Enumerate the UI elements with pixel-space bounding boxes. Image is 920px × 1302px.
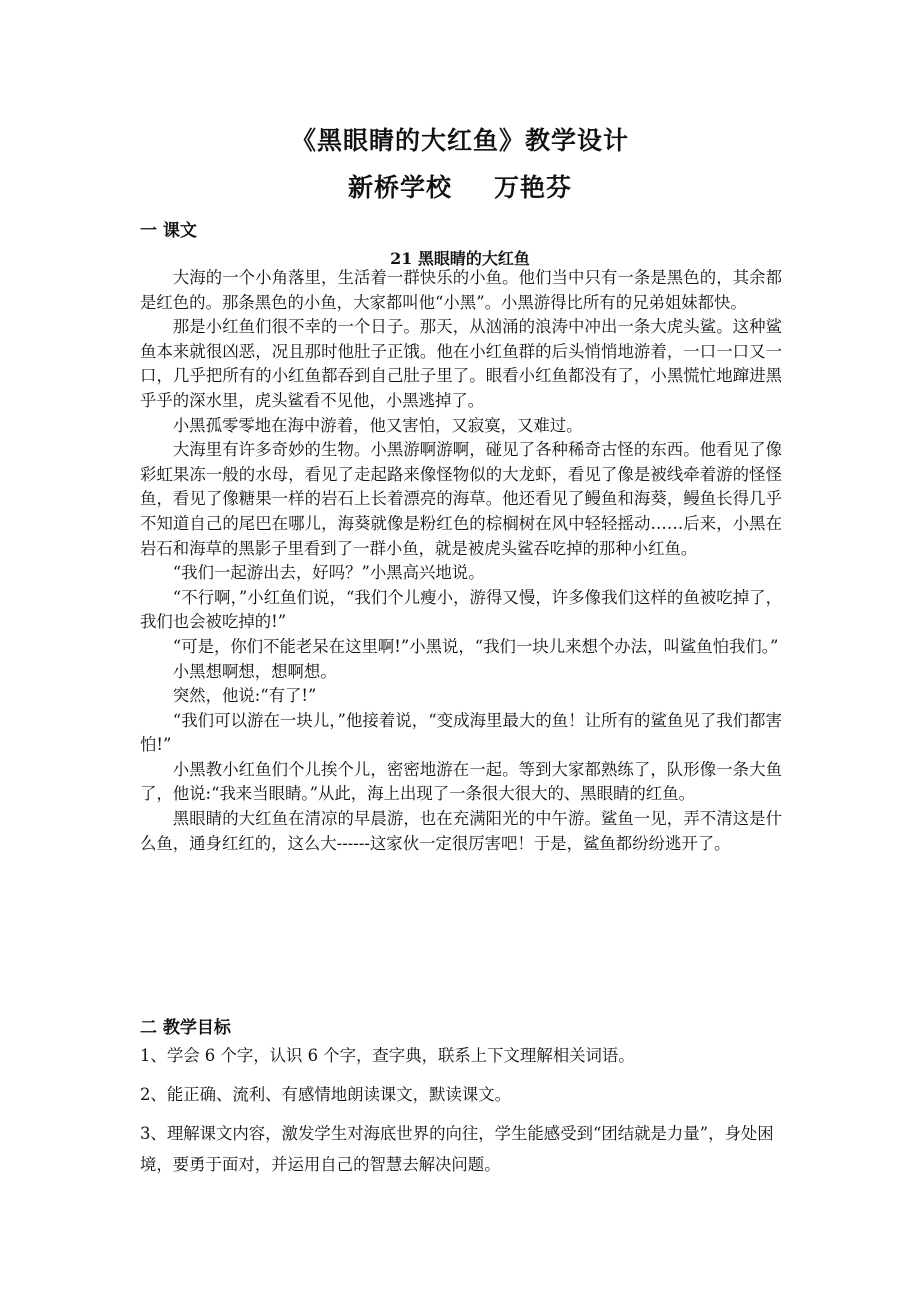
document-title: 《黑眼睛的大红鱼》教学设计 — [290, 126, 629, 155]
author-school: 新桥学校 — [347, 173, 452, 202]
paragraph: 小黑想啊想，想啊想。 — [172, 661, 337, 681]
paragraph: 小黑孤零零地在海中游着，他又害怕，又寂寞，又难过。 — [172, 415, 583, 435]
paragraph: 黑眼睛的大红鱼在清凉的早晨游，也在充满阳光的中午游。鲨鱼一见，弄不清这是什么鱼，通身红红的，这么大------这家伙一定很厉害吧！于是，鲨鱼都纷纷逃开了。 — [140, 809, 782, 853]
lesson-title: 21 黑眼睛的大红鱼 — [390, 249, 530, 268]
paragraph: “可是，你们不能老呆在这里啊!”小黑说，“我们一块儿来想个办法，叫鲨鱼怕我们。” — [172, 636, 779, 656]
section-heading-goals: 二 教学目标 — [140, 1018, 231, 1038]
paragraph: “不行啊，”小红鱼们说，“我们个儿瘦小，游得又慢，许多像我们这样的鱼被吃掉了，我们也会被吃掉的!” — [140, 587, 782, 632]
goal-item: 3、理解课文内容，激发学生对海底世界的向往，学生能感受到“团结就是力量”，身处困境，要勇于面对，并运用自己的智慧去解决问题。 — [140, 1124, 774, 1174]
goal-item: 2、能正确、流利、有感情地朗读课文，默读课文。 — [140, 1085, 512, 1104]
goal-item: 1、学会 6 个字，认识 6 个字，查字典，联系上下文理解相关词语。 — [140, 1046, 635, 1065]
paragraph: 小黑教小红鱼们个儿挨个儿，密密地游在一起。等到大家都熟练了，队形像一条大鱼了，他说:“我来当眼睛。”从此，海上出现了一条很大很大的、黑眼睛的红鱼。 — [140, 759, 782, 804]
author-name: 万艳芬 — [494, 173, 573, 202]
paragraph: 那是小红鱼们很不幸的一个日子。那天，从汹涌的浪涛中冲出一条大虎头鲨。这种鲨鱼本来就很凶恶，况且那时他肚子正饿。他在小红鱼群的后头悄悄地游着，一口一口又一口，几乎把所有的小红鱼都吞到自己肚子里了。眼看小红鱼都没有了，小黑慌忙地蹿进黑乎乎的深水里，虎头鲨看不见他，小黑逃掉了。 — [140, 317, 782, 410]
paragraph: 大海里有许多奇妙的生物。小黑游啊游啊，碰见了各种稀奇古怪的东西。他看见了像彩虹果冻一般的水母，看见了走起路来像怪物似的大龙虾，看见了像是被线牵着游的怪怪鱼，看见了像糖果一样的岩石上长着漂亮的海草。他还看见了鳗鱼和海葵，鳗鱼长得几乎不知道自己的尾巴在哪儿，海葵就像是粉红色的棕榈树在风中轻轻摇动……后来，小黑在岩石和海草的黑影子里看到了一群小鱼，就是被虎头鲨吞吃掉的那种小红鱼。 — [140, 440, 782, 558]
paragraph: 突然，他说:“有了!” — [172, 686, 317, 706]
goals-list — [140, 1040, 782, 1188]
paragraph: “我们可以游在一块儿，”他接着说，“变成海里最大的鱼！让所有的鲨鱼见了我们都害怕!” — [140, 710, 782, 755]
author-line — [0, 168, 920, 204]
paragraph: “我们一起游出去，好吗？”小黑高兴地说。 — [172, 563, 485, 583]
section-heading-text: 一 课文 — [140, 221, 197, 241]
paragraph: 大海的一个小角落里，生活着一群快乐的小鱼。他们当中只有一条是黑色的，其余都是红色的。那条黑色的小鱼，大家都叫他“小黑”。小黑游得比所有的兄弟姐妹都快。 — [140, 268, 782, 312]
lesson-text — [140, 266, 782, 856]
